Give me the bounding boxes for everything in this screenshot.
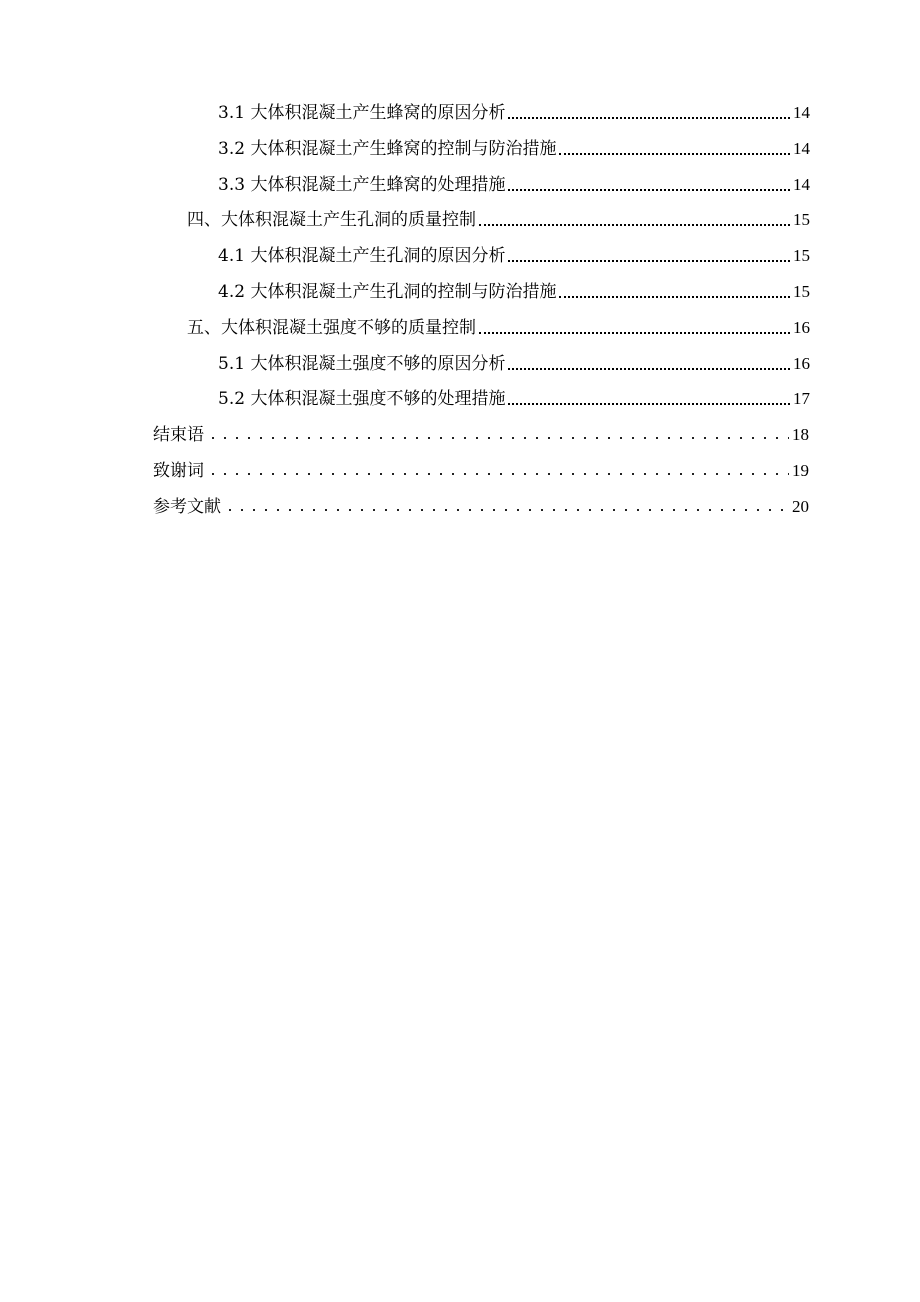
toc-entry-4-1[interactable] <box>218 235 810 267</box>
toc-entry-label: 五、大体积混凝土强度不够的质量控制 <box>187 318 476 338</box>
toc-entry-3-2[interactable] <box>218 128 810 160</box>
toc-entry-3-1[interactable] <box>218 92 810 124</box>
toc-entry-chapter-4[interactable] <box>187 199 810 231</box>
toc-entry-label: 四、大体积混凝土产生孔洞的质量控制 <box>187 210 476 230</box>
toc-dot-leader <box>508 181 790 191</box>
toc-entry-page-number: 15 <box>793 282 810 301</box>
toc-entry-page-number: 15 <box>793 210 810 229</box>
toc-entry-label: 参考文献 <box>153 497 221 517</box>
toc-dot-leader <box>207 470 789 476</box>
toc-entry-label: 3.1 大体积混凝土产生蜂窝的原因分析 <box>218 103 506 123</box>
toc-entry-acknowledgements[interactable] <box>153 450 809 482</box>
toc-entry-page-number: 15 <box>793 246 810 265</box>
toc-entry-5-1[interactable] <box>218 343 810 375</box>
toc-entry-page-number: 18 <box>792 425 809 444</box>
toc-dot-leader <box>207 434 789 440</box>
toc-dot-leader <box>508 109 790 119</box>
toc-entry-label: 结束语 <box>153 425 204 445</box>
toc-entry-page-number: 14 <box>793 175 810 194</box>
toc-dot-leader <box>479 216 790 226</box>
toc-entry-chapter-5[interactable] <box>187 307 810 339</box>
toc-dot-leader <box>508 395 790 405</box>
toc-entry-label: 4.1 大体积混凝土产生孔洞的原因分析 <box>218 246 506 266</box>
toc-entry-label: 4.2 大体积混凝土产生孔洞的控制与防治措施 <box>218 282 557 302</box>
toc-dot-leader <box>508 252 790 262</box>
toc-entry-page-number: 17 <box>793 389 810 408</box>
toc-entry-page-number: 14 <box>793 139 810 158</box>
toc-entry-page-number: 19 <box>792 461 809 480</box>
toc-entry-page-number: 14 <box>793 103 810 122</box>
toc-dot-leader <box>559 145 790 155</box>
toc-entry-label: 3.3 大体积混凝土产生蜂窝的处理措施 <box>218 175 506 195</box>
toc-entry-conclusion[interactable] <box>153 414 809 446</box>
toc-entry-page-number: 20 <box>792 497 809 516</box>
toc-entry-page-number: 16 <box>793 318 810 337</box>
toc-dot-leader <box>479 324 790 334</box>
toc-entry-label: 致谢词 <box>153 461 204 481</box>
toc-dot-leader <box>224 506 789 512</box>
toc-entry-3-3[interactable] <box>218 164 810 196</box>
toc-entry-label: 3.2 大体积混凝土产生蜂窝的控制与防治措施 <box>218 139 557 159</box>
toc-dot-leader <box>508 360 790 370</box>
toc-entry-references[interactable] <box>153 486 809 518</box>
toc-entry-5-2[interactable] <box>218 378 810 410</box>
toc-entry-label: 5.1 大体积混凝土强度不够的原因分析 <box>218 354 506 374</box>
toc-dot-leader <box>559 288 790 298</box>
toc-entry-4-2[interactable] <box>218 271 810 303</box>
toc-entry-label: 5.2 大体积混凝土强度不够的处理措施 <box>218 389 506 409</box>
toc-entry-page-number: 16 <box>793 354 810 373</box>
